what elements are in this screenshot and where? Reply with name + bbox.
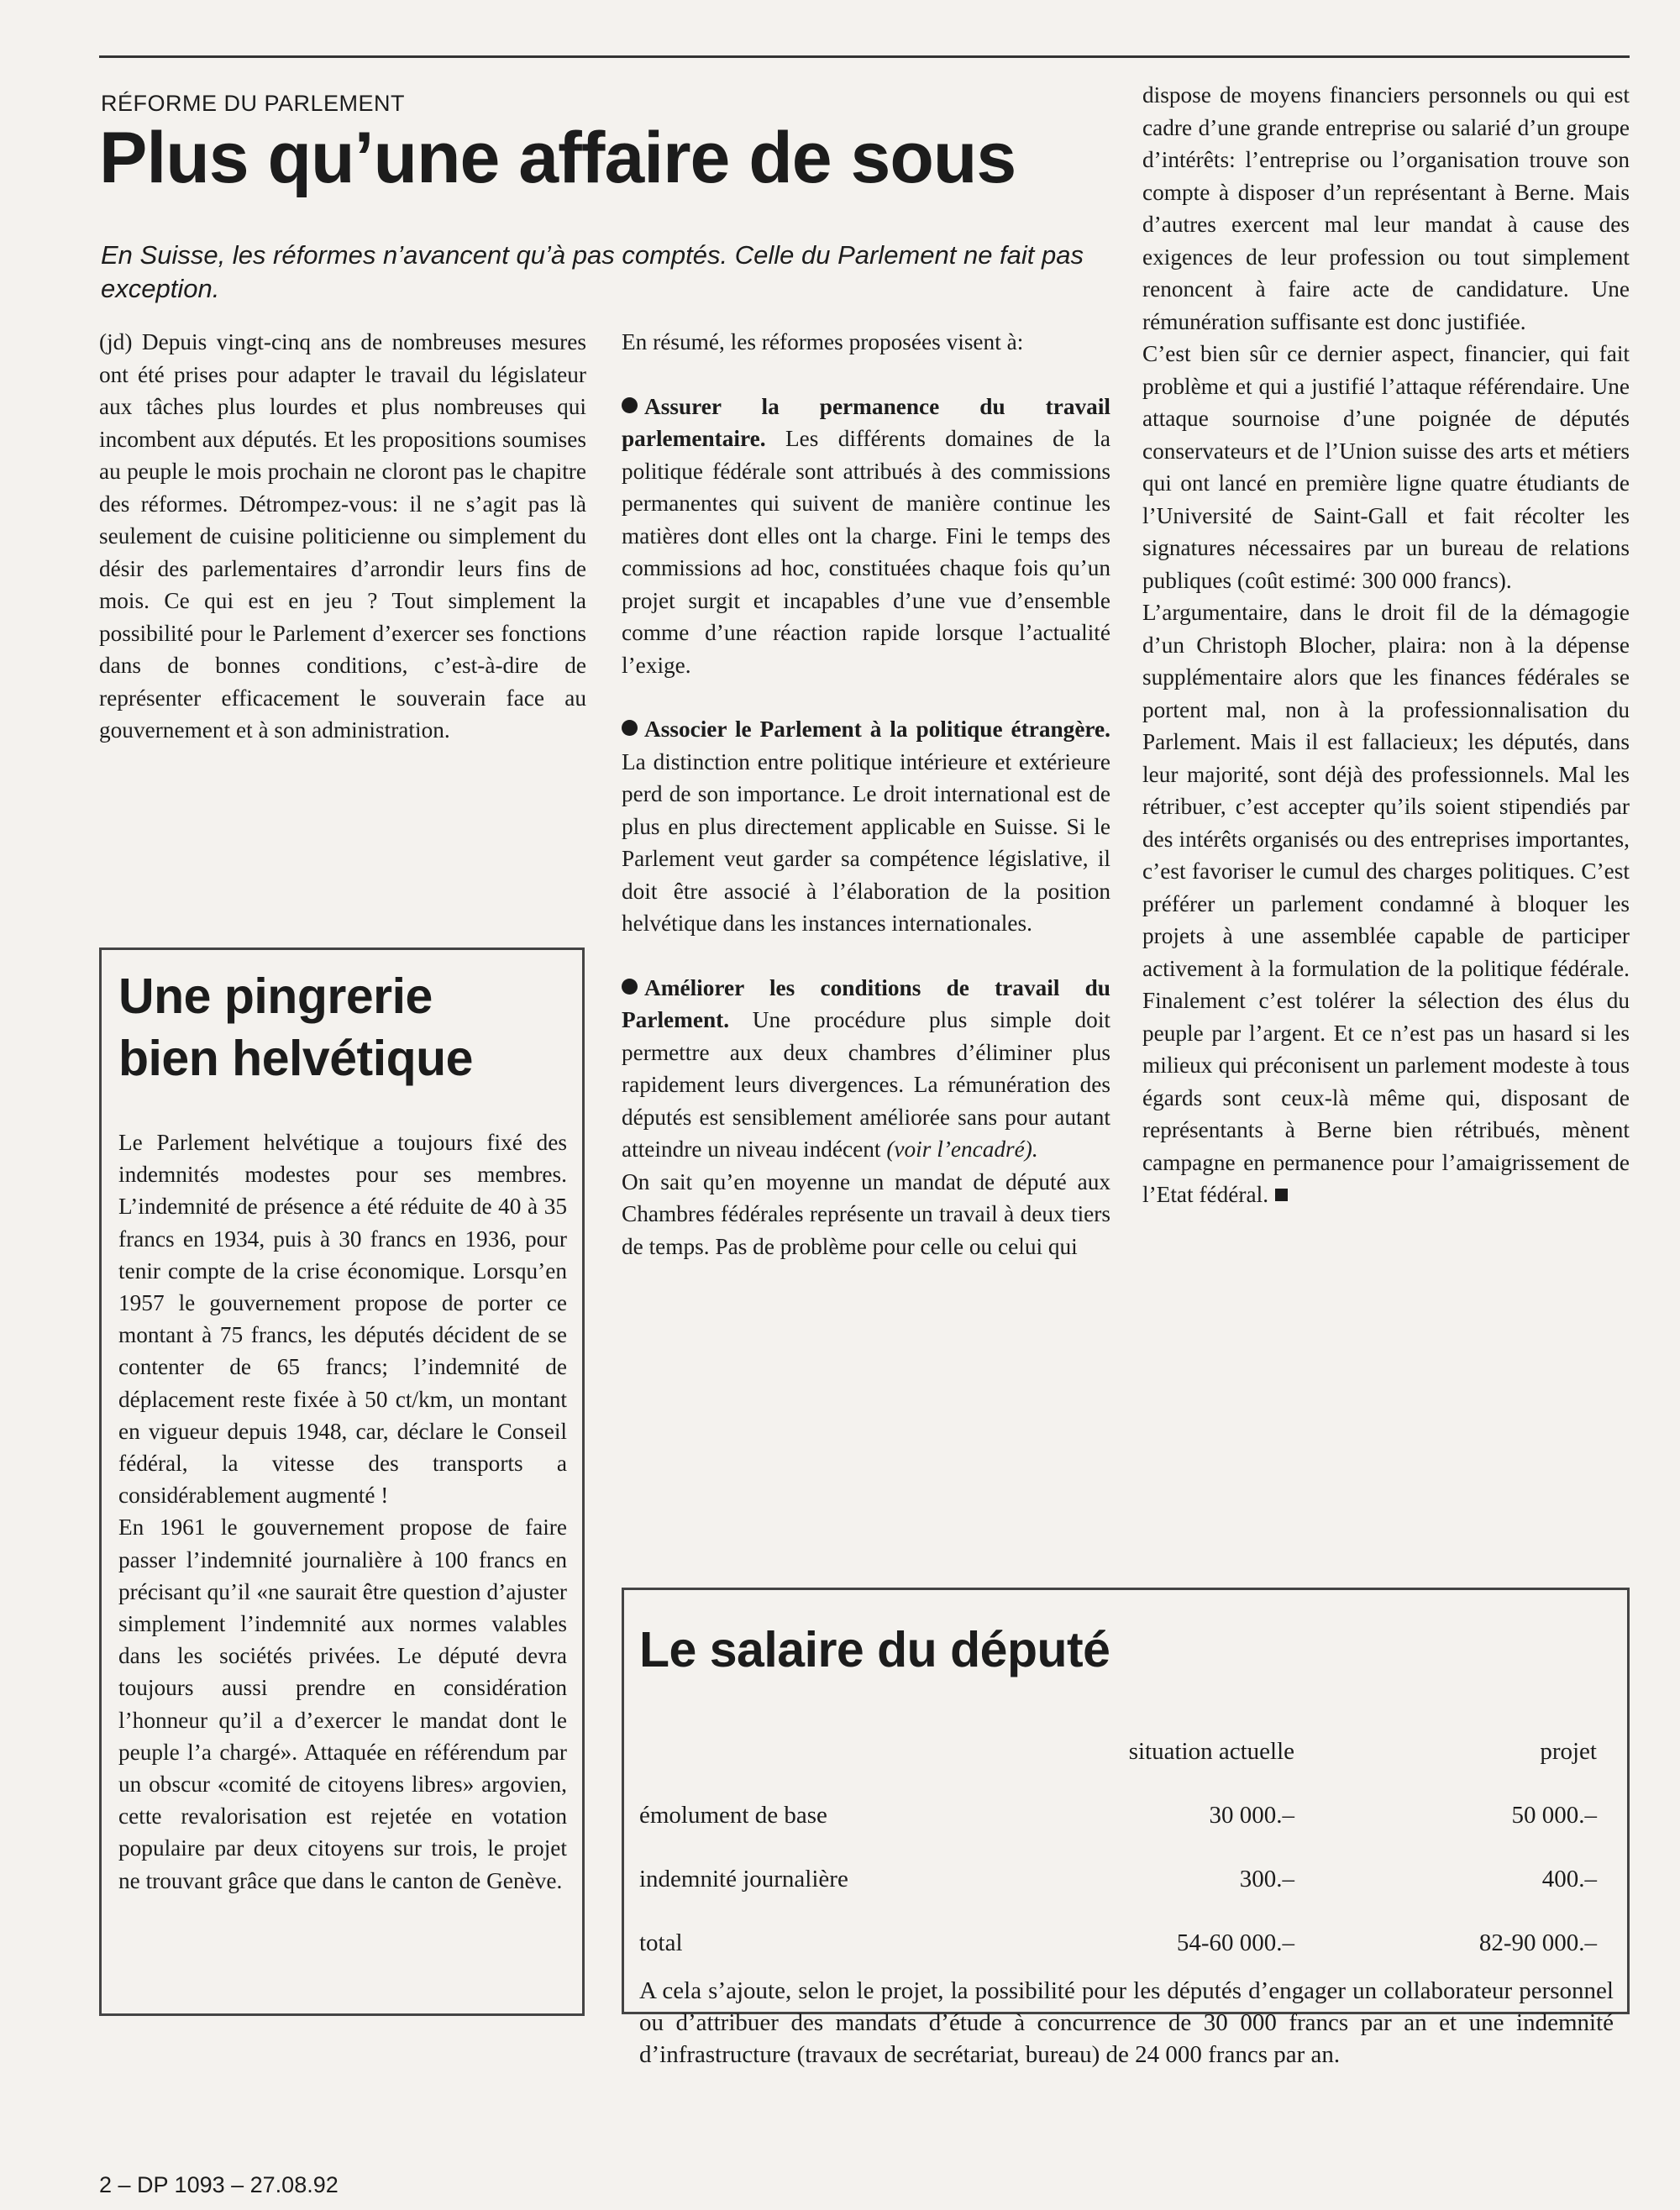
bullet-dot-icon [622,720,638,736]
row-label: indemnité journalière [639,1866,848,1892]
article-paragraph [1142,596,1630,1211]
bullet-dot-icon [622,979,638,995]
bullet-dot-icon [622,397,638,413]
section-kicker: RÉFORME DU PARLEMENT [101,91,406,116]
table-row [639,1798,1597,1832]
row-current-value: 30 000.– [1209,1802,1294,1829]
page-footer: 2 – DP 1093 – 27.08.92 [99,2172,339,2197]
bullet-heading: Assurer la permanence du travail parlementaire. [622,393,1110,451]
bullet-text: Les différents domaines de la politique fédérale sont attribués à des commissions permanentes qui suivent de manière continue les matières dont elles ont la charge. Fini le temps des commissions ad hoc, constituées chaque fois qu’un projet surgit et incapables d’une vue d’ensemble comme d’une réaction rapide lorsque l’actualité l’exige. [622,426,1110,678]
reform-bullet [622,391,1110,682]
column-header-current: situation actuelle [1128,1738,1294,1765]
reform-bullet [622,972,1110,1166]
salary-box [622,1588,1630,2068]
sidebar-box [99,948,585,2016]
sidebar-title [118,965,572,1089]
row-project-value: 400.– [1541,1866,1597,1892]
article-paragraph: En résumé, les réformes proposées visent à: [622,329,1024,354]
article-paragraph: (jd) Depuis vingt-cinq ans de nombreuses mesures ont été prises pour adapter le travail du législateur aux tâches plus lourdes et plus nombreuses qui incombent aux députés. Et les propositions soumises au peuple le mois prochain ne cloront pas le chapitre des réformes. Détrompez-vous: il ne s’agit pas là seulement de cuisine politicienne ou simplement du désir des parlementaires d’arrondir leurs fins de mois. Ce qui est en jeu ? Tout simplement la possibilité pour le Parlement d’exercer ses fonctions dans de bonnes conditions, c’est-à-dire de représenter efficacement le souverain face au gouvernement et à son administration. [99,329,586,743]
sidebar-title-line: Une pingrerie [118,969,433,1024]
article-lead: En Suisse, les réformes n’avancent qu’à pas comptés. Celle du Parlement ne fait pas exception. [101,240,1084,304]
row-project-value: 50 000.– [1511,1802,1597,1829]
bullet-text: La distinction entre politique intérieure et extérieure perd de son importance. Le droit international est de plus en plus directement applicable en Suisse. Si le Parlement veut garder sa compétence législative, il doit être associé à l’élaboration de la position helvétique dans les instances internationales. [622,748,1110,936]
bullet-heading: Améliorer les conditions de travail du Parlement. [622,974,1110,1032]
row-label: émolument de base [639,1802,827,1829]
sidebar-reference: (voir l’encadré). [886,1136,1038,1162]
reform-bullet [622,713,1110,940]
article-column-2 [622,326,1110,1262]
sidebar-paragraph: En 1961 le gouvernement propose de faire passer l’indemnité journalière à 100 francs en précisant qu’il «ne saurait être question d’ajuster simplement l’indemnité aux normes valables dans les sociétés privées. Le député devra toujours aussi prendre en considération l’honneur qu’il a d’exercer le mandat dont le peuple l’a chargé». Attaquée en référendum par un obscur «comité de citoyens libres» argovien, cette revalorisation est rejetée en votation populaire par deux citoyens sur trois, le projet ne trouvant grâce que dans le canton de Genève. [118,1514,567,1893]
row-label: total [639,1929,683,1956]
closing-text: L’argumentaire, dans le droit fil de la démagogie d’un Christoph Blocher, plaira: non à la dépense supplémentaire alors que les finances fédérales se portent mal, non à la professionnalisation du Parlement. Mais il est fallacieux; les députés, dans leur majorité, sont déjà des professionnels. Mal les rétribuer, c’est accepter qu’ils soient stipendiés par des intérêts organisés ou des entreprises importantes, c’est favoriser le cumul des charges politiques. C’est préférer un parlement condamné à bloquer les projets à une assemblée capable de participer activement à la formulation de la politique fédérale. Finalement c’est tolérer la sélection des élus du peuple par l’argent. Et ce n’est pas un hasard si les milieux qui préconisent un parlement modeste à tous égards sont ceux-là même qui, disposant de représentants à Berne bien rétribués, mènent campagne en permanence pour l’amaigrissement de l’Etat fédéral. [1142,600,1630,1207]
row-project-value: 82-90 000.– [1478,1929,1597,1956]
sidebar-text [118,1126,567,1897]
bullet-heading: Associer le Parlement à la politique étrangère. [644,717,1110,742]
sidebar-title-line: bien helvétique [118,1031,473,1086]
table-row [639,1862,1597,1896]
article-paragraph: dispose de moyens financiers personnels ou qui est cadre d’une grande entreprise ou salarié d’un groupe d’intérêts: l’entreprise ou l’organisation trouve son compte à disposer d’un représentant à Berne. Mais d’autres exercent mal leur mandat à cause des exigences de leur profession ou tout simplement renoncent à faire acte de candidature. Une rémunération suffisante est donc justifiée. [1142,82,1630,334]
salary-title: Le salaire du député [639,1622,1110,1677]
salary-note: A cela s’ajoute, selon le projet, la possibilité pour les députés d’engager un collaborateur personnel ou d’attribuer des mandats d’étude à concurrence de 30 000 francs par an et une indemnité d’infrastructure (travaux de secrétariat, bureau) de 24 000 francs par an. [639,1977,1614,2068]
article-paragraph: C’est bien sûr ce dernier aspect, financier, qui fait problème et qui a justifié l’attaque référendaire. Une attaque sournoise d’une poignée de députés conservateurs et de l’Union suisse des arts et métiers qui ont lancé en première ligne quatre étudiants de l’Université de Saint-Gall et fait récolter les signatures nécessaires par un bureau de relations publiques (coût estimé: 300 000 francs). [1142,341,1630,593]
sidebar-paragraph: Le Parlement helvétique a toujours fixé des indemnités modestes pour ses membres. L’indemnité de présence a été réduite de 40 à 35 francs en 1934, puis à 30 francs en 1936, pour tenir compte de la crise économique. Lorsqu’en 1957 le gouvernement propose de porter ce montant à 75 francs, les députés décident de se contenter de 65 francs; l’indemnité de déplacement reste fixée à 50 ct/km, un montant en vigueur depuis 1948, car, déclare le Conseil fédéral, la vitesse des transports a considérablement augmenté ! [118,1130,567,1509]
top-rule [99,55,1630,58]
end-mark-icon [1275,1189,1288,1201]
table-row [639,1926,1597,1960]
article-paragraph: On sait qu’en moyenne un mandat de député aux Chambres fédérales représente un travail à deux tiers de temps. Pas de problème pour celle ou celui qui [622,1168,1110,1259]
column-header-project: projet [1540,1738,1597,1765]
row-current-value: 54-60 000.– [1176,1929,1294,1956]
article-column-3 [1142,79,1630,1211]
article-headline: Plus qu’une affaire de sous [99,118,1016,198]
article-column-1 [99,326,586,747]
row-current-value: 300.– [1239,1866,1294,1892]
bullet-text: Une procédure plus simple doit permettre aux deux chambres d’éliminer plus rapidement leurs divergences. La rémunération des députés est sensiblement améliorée sans pour autant atteindre un niveau indécent [622,1007,1110,1162]
salary-table-header [639,1735,1597,1768]
